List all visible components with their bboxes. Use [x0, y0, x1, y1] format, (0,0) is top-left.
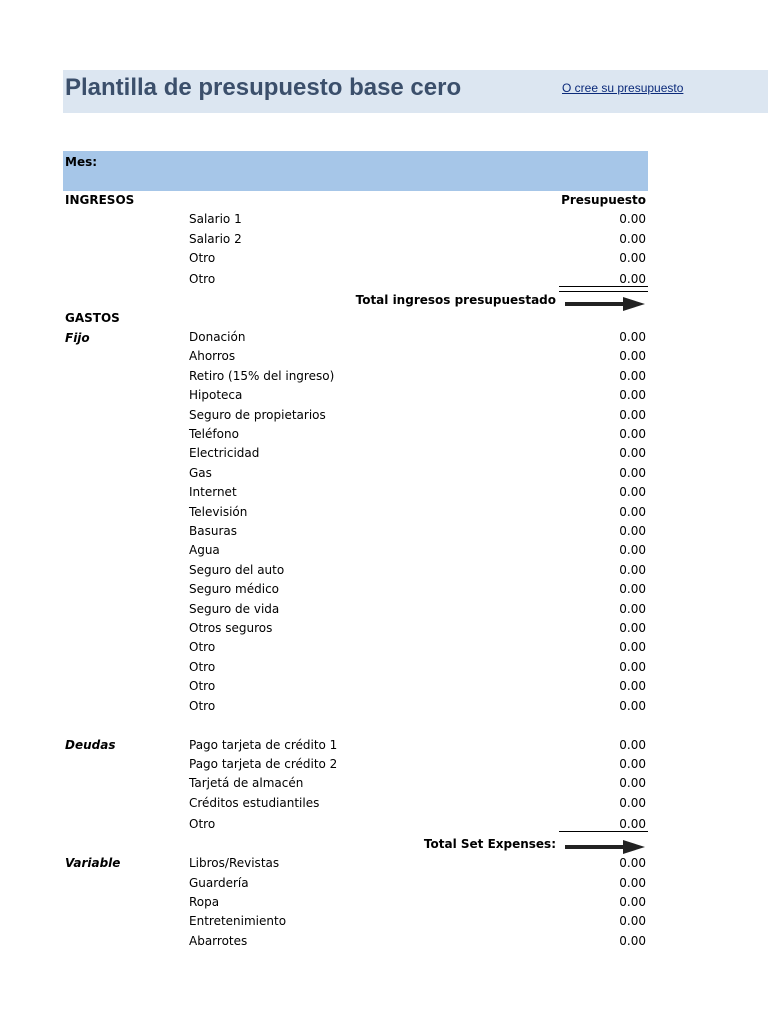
- line-item-value[interactable]: 0.00: [619, 563, 646, 577]
- income-total-underline: [559, 286, 648, 292]
- line-item-label: Abarrotes: [189, 934, 248, 948]
- line-item-value[interactable]: 0.00: [619, 796, 646, 810]
- line-item-label: Otro: [189, 660, 216, 674]
- line-item-value[interactable]: 0.00: [619, 914, 646, 928]
- set-expenses-arrow-icon: [565, 840, 645, 854]
- line-item-label: Otro: [189, 272, 216, 286]
- line-item-label: Gas: [189, 466, 212, 480]
- page-title: Plantilla de presupuesto base cero: [65, 74, 462, 101]
- expenses-heading: GASTOS: [65, 311, 120, 325]
- line-item-label: Seguro de vida: [189, 602, 280, 616]
- line-item-value[interactable]: 0.00: [619, 660, 646, 674]
- line-item-value[interactable]: 0.00: [619, 272, 646, 286]
- line-item-value[interactable]: 0.00: [619, 446, 646, 460]
- line-item-label: Hipoteca: [189, 388, 243, 402]
- income-total-arrow-icon: [565, 297, 645, 311]
- line-item-label: Libros/Revistas: [189, 856, 280, 870]
- line-item-label: Entretenimiento: [189, 914, 287, 928]
- line-item-label: Otro: [189, 251, 216, 265]
- line-item-value[interactable]: 0.00: [619, 232, 646, 246]
- line-item-label: Créditos estudiantiles: [189, 796, 320, 810]
- line-item-value[interactable]: 0.00: [619, 349, 646, 363]
- line-item-label: Otro: [189, 699, 216, 713]
- line-item-value[interactable]: 0.00: [619, 251, 646, 265]
- line-item-value[interactable]: 0.00: [619, 330, 646, 344]
- line-item-label: Pago tarjeta de crédito 2: [189, 757, 338, 771]
- line-item-value[interactable]: 0.00: [619, 895, 646, 909]
- line-item-value[interactable]: 0.00: [619, 408, 646, 422]
- line-item-label: Electricidad: [189, 446, 260, 460]
- line-item-label: Ropa: [189, 895, 220, 909]
- line-item-label: Retiro (15% del ingreso): [189, 369, 335, 383]
- line-item-label: Seguro médico: [189, 582, 280, 596]
- line-item-label: Ahorros: [189, 349, 236, 363]
- month-label: Mes:: [65, 155, 98, 169]
- line-item-value[interactable]: 0.00: [619, 602, 646, 616]
- line-item-label: Tarjetá de almacén: [189, 776, 304, 790]
- line-item-value[interactable]: 0.00: [619, 934, 646, 948]
- debts-total-underline: [559, 831, 648, 832]
- line-item-label: Otro: [189, 679, 216, 693]
- line-item-value[interactable]: 0.00: [619, 369, 646, 383]
- line-item-value[interactable]: 0.00: [619, 699, 646, 713]
- line-item-value[interactable]: 0.00: [619, 817, 646, 831]
- line-item-value[interactable]: 0.00: [619, 505, 646, 519]
- line-item-label: Pago tarjeta de crédito 1: [189, 738, 338, 752]
- line-item-value[interactable]: 0.00: [619, 524, 646, 538]
- fixed-section-label: Fijo: [65, 331, 90, 345]
- line-item-label: Otro: [189, 817, 216, 831]
- line-item-label: Teléfono: [189, 427, 239, 441]
- line-item-value[interactable]: 0.00: [619, 679, 646, 693]
- debts-section-label: Deudas: [65, 738, 116, 752]
- link-clip: [562, 81, 684, 101]
- line-item-value[interactable]: 0.00: [619, 738, 646, 752]
- line-item-label: Seguro del auto: [189, 563, 285, 577]
- create-budget-link[interactable]: O cree su presupuesto: [562, 81, 684, 95]
- month-band[interactable]: [63, 151, 648, 191]
- line-item-value[interactable]: 0.00: [619, 640, 646, 654]
- line-item-label: Internet: [189, 485, 237, 499]
- line-item-value[interactable]: 0.00: [619, 388, 646, 402]
- line-item-label: Televisión: [189, 505, 248, 519]
- income-total-label: Total ingresos presupuestado: [355, 293, 556, 307]
- income-heading: INGRESOS: [65, 193, 135, 207]
- line-item-value[interactable]: 0.00: [619, 856, 646, 870]
- line-item-label: Otro: [189, 640, 216, 654]
- variable-section-label: Variable: [65, 856, 121, 870]
- line-item-value[interactable]: 0.00: [619, 427, 646, 441]
- line-item-label: Seguro de propietarios: [189, 408, 326, 422]
- line-item-value[interactable]: 0.00: [619, 876, 646, 890]
- line-item-value[interactable]: 0.00: [619, 621, 646, 635]
- line-item-value[interactable]: 0.00: [619, 466, 646, 480]
- line-item-label: Otros seguros: [189, 621, 273, 635]
- line-item-label: Donación: [189, 330, 246, 344]
- line-item-value[interactable]: 0.00: [619, 757, 646, 771]
- set-expenses-total-label: Total Set Expenses:: [423, 837, 556, 851]
- line-item-value[interactable]: 0.00: [619, 485, 646, 499]
- line-item-label: Basuras: [189, 524, 237, 538]
- line-item-value[interactable]: 0.00: [619, 582, 646, 596]
- line-item-value[interactable]: 0.00: [619, 543, 646, 557]
- line-item-label: Salario 1: [189, 212, 242, 226]
- line-item-label: Agua: [189, 543, 220, 557]
- line-item-value[interactable]: 0.00: [619, 212, 646, 226]
- budget-column-header: Presupuesto: [561, 193, 646, 207]
- line-item-label: Salario 2: [189, 232, 242, 246]
- line-item-label: Guardería: [189, 876, 249, 890]
- line-item-value[interactable]: 0.00: [619, 776, 646, 790]
